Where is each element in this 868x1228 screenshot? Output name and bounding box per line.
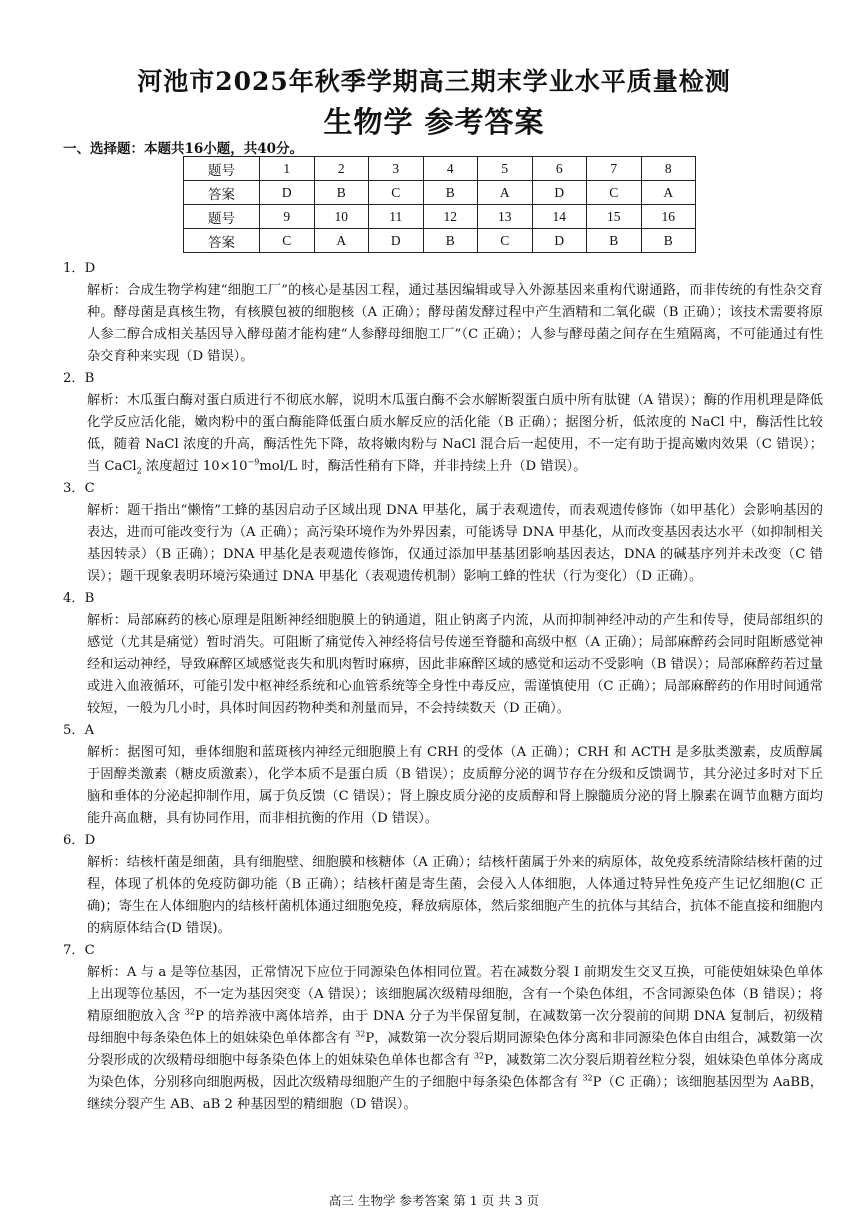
question-answer: 4．B <box>63 591 95 606</box>
question-analysis: 解析：合成生物学构建“细胞工厂”的核心是基因工程，通过基因编辑或导入外源基因来重构代谢通路，而非传统的有性杂交育种。酵母菌是真核生物，有核膜包被的细胞核（A 正确）；酵母菌发酵过程中产生酒精和二氧化碳（B 正确）；该技术需要将原人参二醇合成相关基因导入酵母菌才能构建“人参酵母细胞工厂”（C 正确）；人参与酵母菌之间存在生殖隔离，不可能通过有性杂交育种来实现（D 错误）。 <box>87 283 823 364</box>
table-cell: 7 <box>587 157 642 181</box>
question-answer: 6．D <box>63 833 96 848</box>
question-analysis: 解析：木瓜蛋白酶对蛋白质进行不彻底水解，说明木瓜蛋白酶不会水解断裂蛋白质中所有肽键（A 错误）；酶的作用机理是降低化学反应活化能，嫩肉粉中的蛋白酶能降低蛋白质水解反应的活化能（B 正确）；据图分析，低浓度的 NaCl 中，酶活性比较低，随着 NaCl 浓度的升高，酶活性先下降，故将嫩肉粉与 NaCl 混合后一起使用，不一定有助于提高嫩肉效果（C 错误）；当 CaCl$_2$ 浓度超过 $10\times 10^{-9}mol/L$ 时，酶活性稍有下降，并非持续上升（D 错误）。 <box>87 393 823 476</box>
table-cell: 15 <box>587 205 642 229</box>
table-cell: 12 <box>423 205 478 229</box>
question-analysis: 解析：题干指出“懒惰”工蜂的基因启动子区域出现 DNA 甲基化，属于表观遗传，而表观遗传修饰（如甲基化）会影响基因的表达，进而可能改变行为（A 正确）；高污染环境作为外界因素，可能诱导 DNA 甲基化，从而改变基因表达水平（如抑制相关基因转录）（B 正确）；DNA 甲基化是表观遗传修饰，仅通过添加甲基基团影响基因表达，DNA 的碱基序列并未改变（C 错误）；题干现象表明环境污染通过 DNA 甲基化（表观遗传机制）影响工蜂的性状（行为变化）（D 正确）。 <box>87 503 823 584</box>
table-cell: 16 <box>641 205 696 229</box>
section-heading: 一、选择题：本题共16小题，共40分。 <box>63 141 304 157</box>
question-item <box>63 588 823 720</box>
table-cell: D <box>532 229 587 253</box>
table-cell: B <box>587 229 642 253</box>
table-cell: 5 <box>478 157 533 181</box>
row-label: 题号 <box>184 157 260 181</box>
table-row <box>184 157 696 181</box>
table-cell: D <box>260 181 315 205</box>
page-footer: 高三 生物学 参考答案 第 1 页 共 3 页 <box>328 1193 540 1208</box>
table-cell: C <box>587 181 642 205</box>
table-cell: B <box>423 181 478 205</box>
question-answer: 3．C <box>63 481 95 496</box>
question-answer: 7．C <box>63 943 95 958</box>
table-cell: B <box>423 229 478 253</box>
row-label: 答案 <box>184 181 260 205</box>
answer-table <box>183 156 696 253</box>
question-analysis: 解析：结核杆菌是细菌，具有细胞壁、细胞膜和核糖体（A 正确）；结核杆菌属于外来的病原体，故免疫系统清除结核杆菌的过程，体现了机体的免疫防御功能（B 正确）；结核杆菌是寄生菌，会侵入人体细胞，人体通过特异性免疫产生记忆细胞(C 正确)；寄生在人体细胞内的结核杆菌机体通过细胞免疫，释放病原体，然后浆细胞产生的抗体与其结合，抗体不能直接和细胞内的病原体结合(D 错误)。 <box>87 855 823 936</box>
question-item <box>63 830 823 940</box>
table-cell: D <box>532 181 587 205</box>
table-cell: B <box>641 229 696 253</box>
question-item <box>63 940 823 1116</box>
table-row <box>184 205 696 229</box>
table-cell: 13 <box>478 205 533 229</box>
question-answer: 1．D <box>63 261 96 276</box>
question-item <box>63 478 823 588</box>
question-analysis: 解析：A 与 a 是等位基因，正常情况下应位于同源染色体相同位置。若在减数分裂 Ⅰ 前期发生交叉互换，可能使姐妹染色单体上出现等位基因，不一定为基因突变（A 错误）；该细胞属次级精母细胞，含有一个染色体组，不含同源染色体（B 错误）；将精原细胞放入含 $^{32}$P 的培养液中离体培养，由于 DNA 分子为半保留复制，在减数第一次分裂前的间期 DNA 复制后，初级精母细胞中每条染色体上的姐妹染色单体都含有 $^{32}$P，减数第一次分裂后期同源染色体分离和非同源染色体自由组合，减数第一次分裂形成的次级精母细胞中每条染色体上的姐妹染色单体也都含有 $^{32}$P，减数第二次分裂后期着丝粒分裂，姐妹染色单体分离成为染色体，分别移向细胞两极，因此次级精母细胞产生的子细胞中每条染色体都含有 $^{32}$P（C 正确）；该细胞基因型为 AaBB，继续分裂产生 AB、aB 2 种基因型的精细胞（D 错误）。 <box>87 965 823 1112</box>
page-title: 河池市2025年秋季学期高三期末学业水平质量检测 <box>137 67 731 96</box>
table-row <box>184 229 696 253</box>
question-item <box>63 258 823 368</box>
table-cell: 4 <box>423 157 478 181</box>
table-cell: 3 <box>369 157 424 181</box>
table-cell: A <box>478 181 533 205</box>
table-cell: A <box>314 229 369 253</box>
table-cell: B <box>314 181 369 205</box>
question-answer: 2．B <box>63 371 95 386</box>
table-cell: C <box>260 229 315 253</box>
table-cell: A <box>641 181 696 205</box>
table-cell: 11 <box>369 205 424 229</box>
answer-explanations <box>63 258 823 1116</box>
table-cell: 6 <box>532 157 587 181</box>
question-item <box>63 720 823 830</box>
table-cell: 1 <box>260 157 315 181</box>
table-cell: 8 <box>641 157 696 181</box>
question-answer: 5．A <box>63 723 95 738</box>
table-cell: 10 <box>314 205 369 229</box>
page-subtitle: 生物学 参考答案 <box>323 105 545 139</box>
question-item <box>63 368 823 478</box>
table-cell: 2 <box>314 157 369 181</box>
question-analysis: 解析：据图可知，垂体细胞和蓝斑核内神经元细胞膜上有 CRH 的受体（A 正确）；CRH 和 ACTH 是多肽类激素，皮质醇属于固醇类激素（糖皮质激素），化学本质不是蛋白质（B 错误）；皮质醇分泌的调节存在分级和反馈调节，其分泌过多时对下丘脑和垂体的分泌起抑制作用，属于负反馈（C 错误）；肾上腺皮质分泌的皮质醇和肾上腺髓质分泌的肾上腺素在调节血糖方面均能升高血糖，具有协同作用，而非相抗衡的作用（D 错误）。 <box>87 745 823 826</box>
table-row <box>184 181 696 205</box>
table-cell: C <box>478 229 533 253</box>
row-label: 题号 <box>184 205 260 229</box>
table-cell: 14 <box>532 205 587 229</box>
table-cell: D <box>369 229 424 253</box>
row-label: 答案 <box>184 229 260 253</box>
question-analysis: 解析：局部麻药的核心原理是阻断神经细胞膜上的钠通道，阻止钠离子内流，从而抑制神经冲动的产生和传导，使局部组织的感觉（尤其是痛觉）暂时消失。可阻断了痛觉传入神经将信号传递至脊髓和高级中枢（A 正确）；局部麻醉药会同时阻断感觉神经和运动神经，导致麻醉区域感觉丧失和肌肉暂时麻痹，因此非麻醉区域的感觉和运动不受影响（B 错误）；局部麻醉药若过量或进入血液循环，可能引发中枢神经系统和心血管系统等全身性中毒反应，需谨慎使用（C 正确）；局部麻醉药的作用时间通常较短，一般为几小时，具体时间因药物种类和剂量而异，不会持续数天（D 正确）。 <box>87 613 823 716</box>
table-cell: C <box>369 181 424 205</box>
table-cell: 9 <box>260 205 315 229</box>
